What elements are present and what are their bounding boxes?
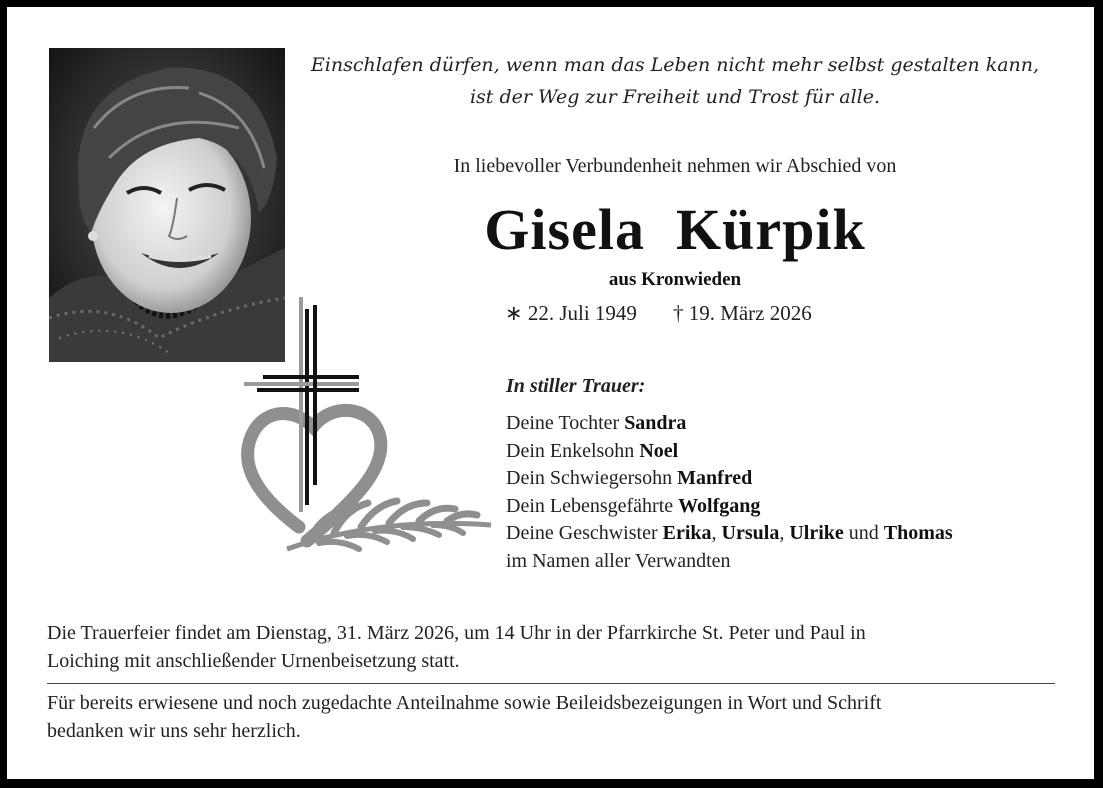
- mourner-name: Ulrike: [789, 522, 844, 544]
- thanks-line: bedanken wir uns sehr herzlich.: [47, 720, 301, 742]
- mourner-line: Dein Lebensgefährte Wolfgang: [506, 494, 761, 517]
- ceremony-notice: [47, 619, 1057, 675]
- intro-text: In liebevoller Verbundenheit nehmen wir Abschied von: [453, 155, 897, 177]
- death-date: † 19. März 2026: [672, 301, 812, 325]
- thanks-notice: [47, 689, 1057, 745]
- ceremony-line: Die Trauerfeier findet am Dienstag, 31. März 2026, um 14 Uhr in der Pfarrkirche St. Peter und Paul in: [47, 622, 866, 644]
- ceremony-line: Loiching mit anschließender Urnenbeisetzung statt.: [47, 650, 460, 672]
- thanks-line: Für bereits erwiesene und noch zugedachte Anteilnahme sowie Beileidsbezeigungen in Wort und Schrift: [47, 692, 882, 714]
- mourner-name: Noel: [639, 439, 679, 462]
- mourning-title: In stiller Trauer:: [506, 375, 646, 397]
- deceased-name: Gisela Kürpik: [484, 197, 866, 262]
- poem-line: ist der Weg zur Freiheit und Trost für alle.: [469, 86, 881, 108]
- birth-date: ∗ 22. Juli 1949: [505, 301, 637, 325]
- mourner-name: Ursula: [721, 522, 780, 544]
- deceased-origin: aus Kronwieden: [608, 269, 742, 290]
- mourner-name: Wolfgang: [678, 494, 761, 517]
- mourner-name: Erika: [662, 522, 712, 544]
- cross-heart-palm-icon: [239, 287, 499, 561]
- mourner-closing: im Namen aller Verwandten: [506, 549, 731, 572]
- life-dates: [505, 301, 812, 326]
- mourner-line: Dein Schwiegersohn Manfred: [506, 467, 753, 489]
- mourner-line: Dein Enkelsohn Noel: [506, 439, 679, 462]
- mourner-line: Deine Geschwister Erika, Ursula, Ulrike und Thomas: [506, 522, 953, 544]
- obituary-card: [7, 7, 1094, 779]
- poem-line: Einschlafen dürfen, wenn man das Leben nicht mehr selbst gestalten kann,: [310, 54, 1040, 76]
- divider: [47, 683, 1055, 684]
- poem-verse: [307, 49, 1043, 113]
- mourner-name: Sandra: [624, 412, 687, 434]
- mourner-name: Manfred: [677, 467, 753, 489]
- mourner-name: Thomas: [883, 522, 953, 544]
- mourner-line: Deine Tochter Sandra: [506, 412, 687, 434]
- mourners-list: [506, 410, 953, 575]
